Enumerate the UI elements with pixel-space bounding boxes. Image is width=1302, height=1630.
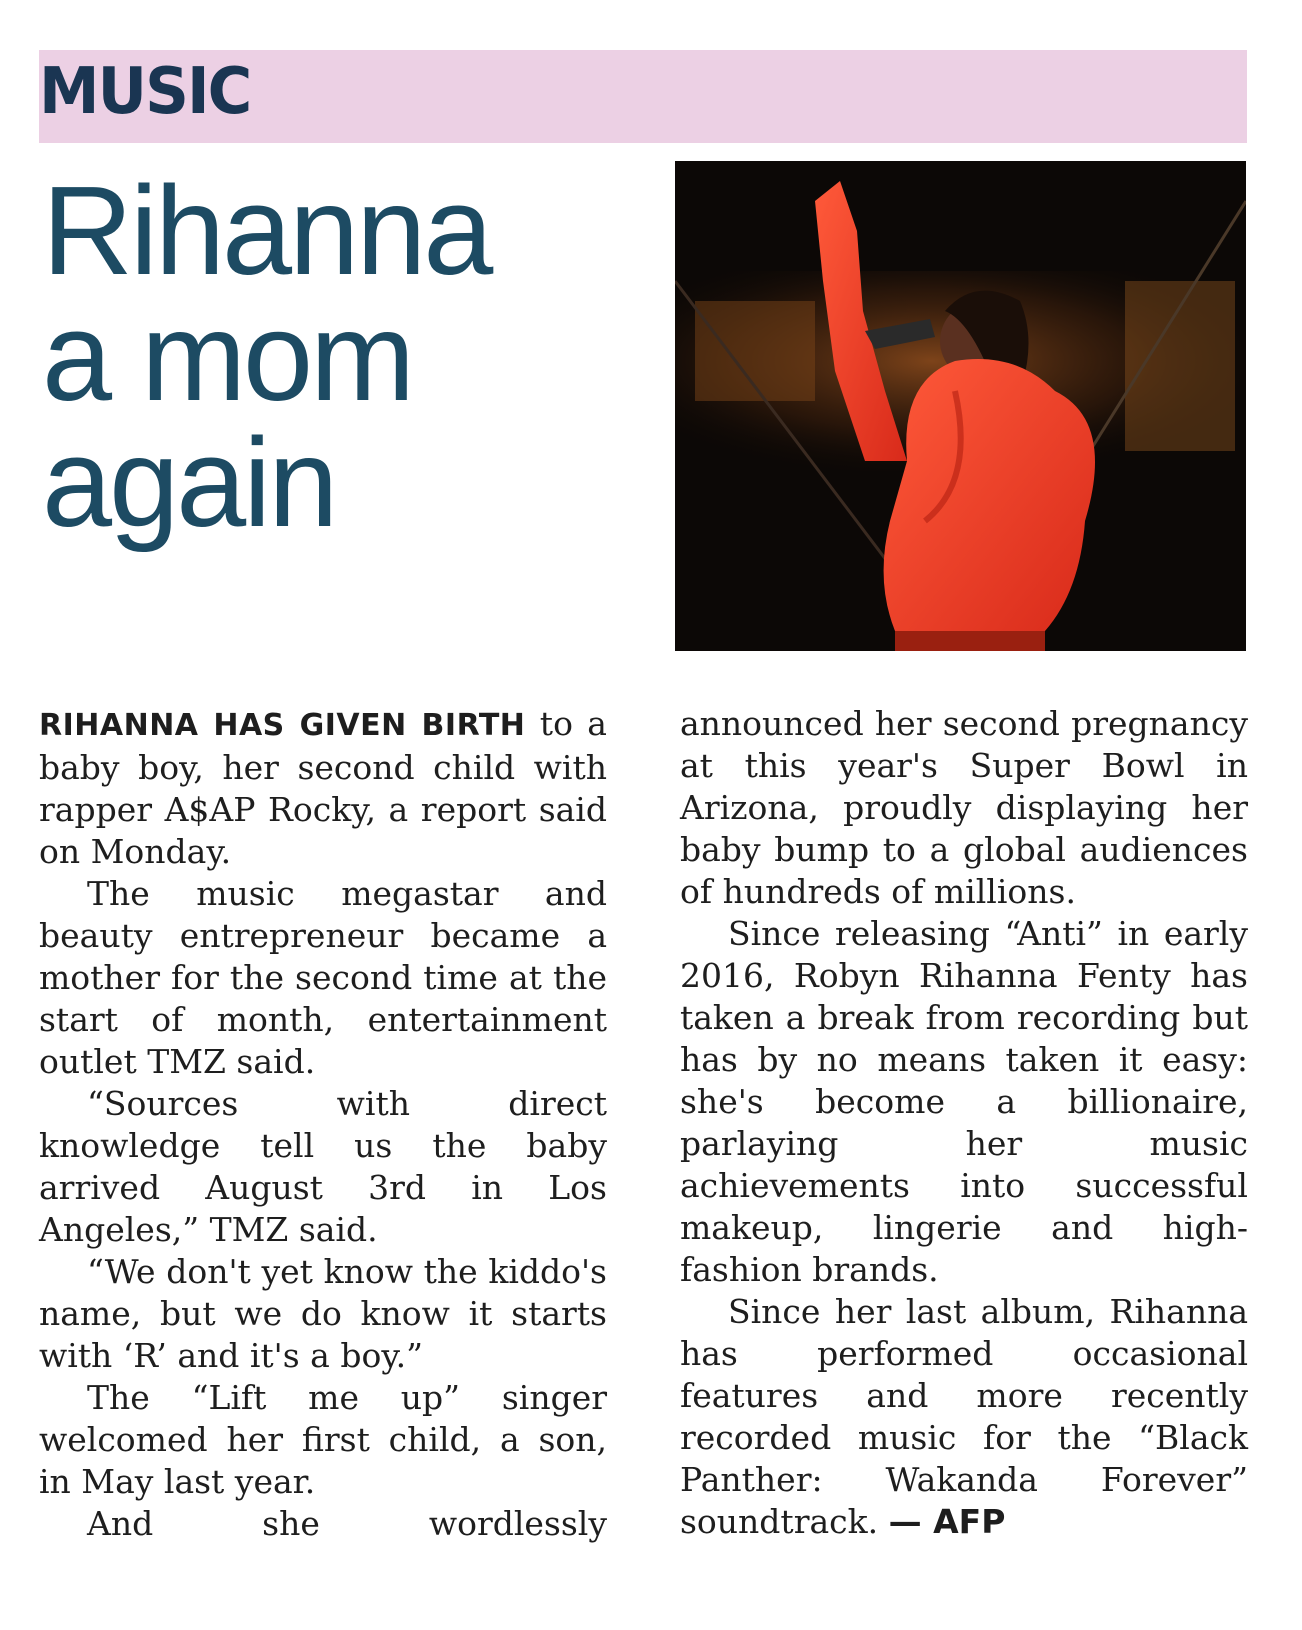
article-paragraph-2: The music megastar and beauty entrepreneur became a mother for the second time at the start of month, entertainment outlet TMZ said. [39,874,607,1081]
headline-line-3: again [42,412,336,553]
headline-line-1: Rihanna [42,160,491,301]
article-paragraph-5: The “Lift me up” singer welcomed her first child, a son, in May last year. [39,1378,607,1501]
article-column-right [680,703,1248,1543]
article-paragraph-8 [680,1291,1248,1543]
article-paragraph-7: Since releasing “Anti” in early 2016, Robyn Rihanna Fenty has taken a break from recording but has by no means taken it easy: she's become a billionaire, parlaying her music achievements into successful makeup, lingerie and high-fashion brands. [680,914,1248,1289]
section-label: MUSIC [39,55,251,129]
article-paragraph-3: “Sources with direct knowledge tell us the baby arrived August 3rd in Los Angeles,” TMZ said. [39,1084,607,1249]
performer-photo-icon [675,161,1246,651]
article-paragraph-8-text: Since her last album, Rihanna has performed occasional features and more recently recorded music for the “Black Panther: Wakanda Forever” soundtrack. [680,1292,1248,1541]
headline [42,160,662,553]
article-paragraph-1 [39,703,607,873]
article-photo [675,161,1246,651]
article-lede: RIHANNA HAS GIVEN BIRTH [39,708,526,743]
article-paragraph-4: “We don't yet know the kiddo's name, but we do know it starts with ‘R’ and it's a boy.” [39,1252,607,1375]
article-paragraph-1-text: to a baby boy, her second child with rapper A$AP Rocky, a report said on Monday. [39,704,607,871]
headline-line-2: a mom [42,286,413,427]
article-column-left [39,703,607,1545]
article-credit: — AFP [888,1502,1006,1541]
article-paragraph-6-start: And she wordlessly [87,1504,607,1543]
article-paragraph-6-end: announced her second pregnancy at this year's Super Bowl in Arizona, proudly displaying her baby bump to a global audiences of hundreds of millions. [680,704,1248,911]
